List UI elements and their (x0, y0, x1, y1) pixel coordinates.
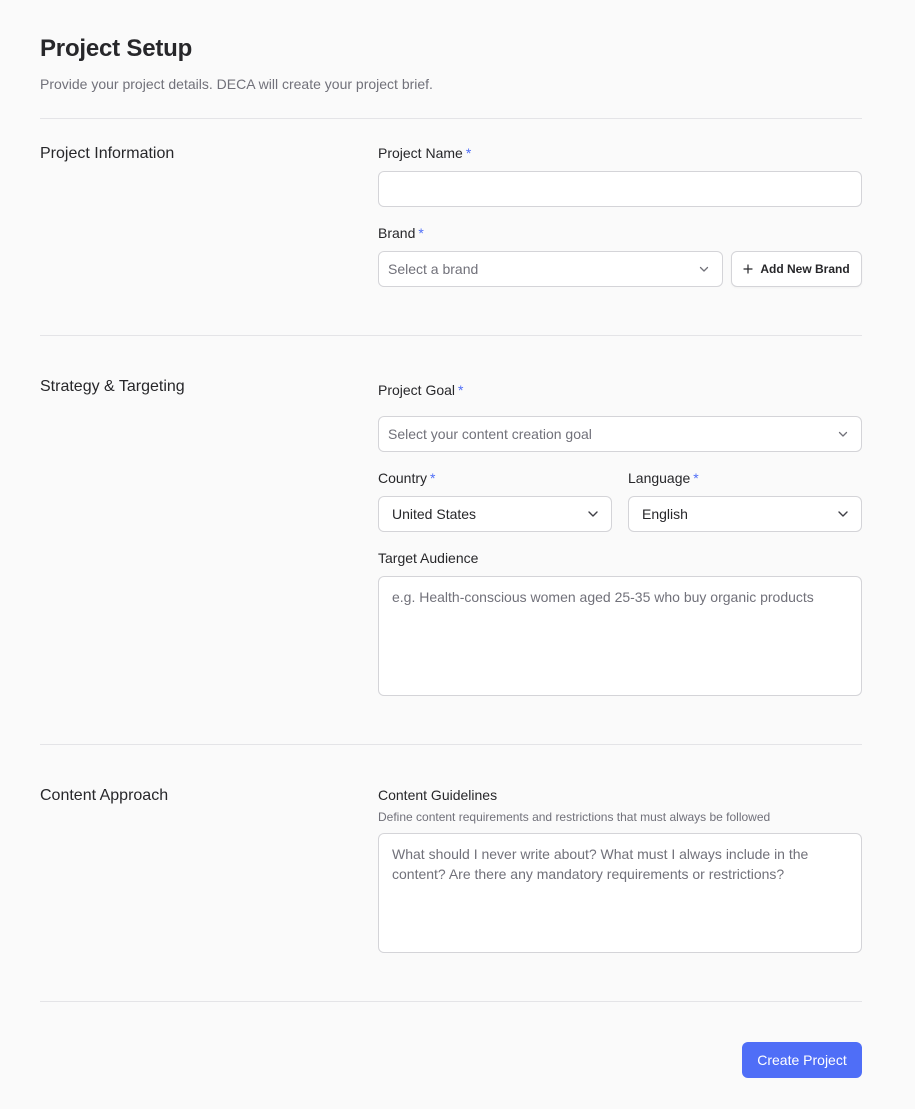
required-marker: * (465, 145, 472, 161)
country-label: Country * (378, 470, 436, 486)
country-select-value: United States (392, 506, 477, 522)
chevron-down-icon (835, 506, 851, 522)
required-marker: * (458, 382, 464, 398)
language-select-value: English (642, 506, 688, 522)
divider (40, 1001, 862, 1002)
target-audience-label: Target Audience (378, 550, 479, 566)
chevron-down-icon (835, 426, 851, 442)
page-subtitle: Provide your project details. DECA will create your project brief. (40, 76, 433, 92)
plus-icon (743, 264, 753, 274)
chevron-down-icon (696, 261, 712, 277)
target-audience-textarea[interactable] (378, 576, 862, 696)
brand-select-placeholder: Select a brand (388, 261, 479, 277)
required-marker: * (418, 225, 424, 241)
brand-label: Brand * (378, 225, 424, 241)
required-marker: * (430, 470, 436, 486)
create-project-button[interactable] (742, 1042, 862, 1078)
create-project-label: Create Project (757, 1052, 847, 1068)
brand-select[interactable] (378, 251, 723, 287)
language-label: Language * (628, 470, 699, 486)
project-name-label: Project Name * (378, 145, 472, 161)
section-title-strategy-targeting: Strategy & Targeting (40, 378, 185, 395)
section-title-content-approach: Content Approach (40, 787, 169, 804)
chevron-down-icon (585, 506, 601, 522)
divider (40, 744, 862, 745)
content-guidelines-label: Content Guidelines (378, 787, 498, 803)
add-new-brand-label: Add New Brand (760, 262, 850, 276)
project-goal-label: Project Goal * (378, 382, 464, 398)
country-select[interactable] (378, 496, 612, 532)
section-title-project-information: Project Information (40, 145, 175, 162)
add-new-brand-button[interactable] (731, 251, 862, 287)
page-title: Project Setup (40, 35, 193, 62)
project-goal-placeholder: Select your content creation goal (388, 426, 592, 442)
divider (40, 118, 862, 119)
content-guidelines-textarea[interactable] (378, 833, 862, 953)
project-name-input[interactable] (378, 171, 862, 207)
language-select[interactable] (628, 496, 862, 532)
required-marker: * (693, 470, 699, 486)
project-goal-select[interactable] (378, 416, 862, 452)
content-guidelines-helper: Define content requirements and restrictions that must always be followed (378, 810, 771, 824)
divider (40, 335, 862, 336)
